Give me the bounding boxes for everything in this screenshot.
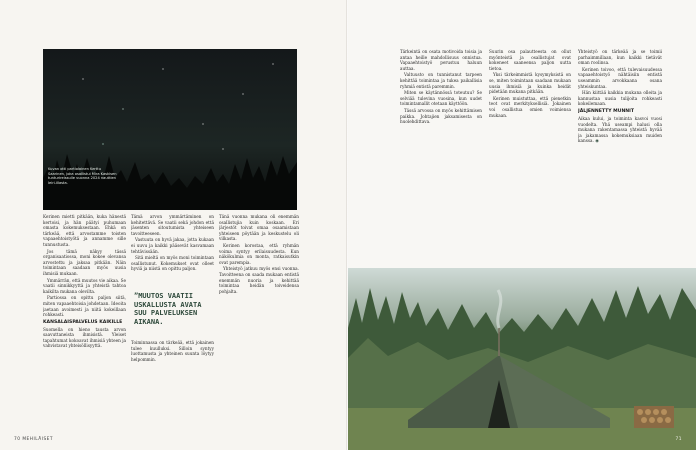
paragraph: Jos tämä näkyy tässä organisaatiossa, moni kokee olevansa arvostettu ja jaksaa pitkään. Näin toimintaan saadaan myös uusia ihmisiä mukaan. [43, 248, 126, 276]
right-page [348, 0, 696, 450]
paragraph: Yksi tärkeimmistä kysymyksistä on se, miten toimintaan saadaan mukaan uusia ihmisiä ja kuinka heidät pidetään mukana pitkään. [489, 72, 571, 95]
paragraph: Valtuusto on tunnistanut tarpeen kehittää toimintaa ja tukea paikallisia ryhmiä entistä paremmin. [400, 72, 482, 89]
paragraph: Kerinen mietti pitkään, kuka hänestä kertoisi, ja hän päätyi puhumaan omasta kokemuksestaan. Ehkä on tärkeää, että arvostamme toisten vapaaehtoistyötä ja annamme sille tunnustusta. [43, 214, 126, 247]
section-subheading: KANSALAISPALVELUS KAIKILLE [43, 319, 123, 325]
paragraph: Suurin osa palautteesta on ollut myönteistä ja osallistujat ovat kokeneet saaneensa paljon uutta tietoa. [489, 49, 571, 71]
left-page [0, 0, 347, 450]
end-mark-icon: ◉ [595, 138, 599, 144]
paragraph: Suomella on hieno tausta arvon saavuttaneista ihmisistä. Yleiset tapahtumat kokoavat ihmisiä yhteen ja vahvistavat yhteisöllisyyttä. [43, 326, 126, 349]
forest-camp-illustration [348, 268, 696, 450]
paragraph: Tässä arvossa on myös kehittämisen paikka. Johtajien jaksamisesta on huolehdittava. [400, 107, 482, 125]
paragraph: Hän kiittää kaikkia mukana olleita ja kannustaa uusia tulijoita rohkeasti kokeilemaan. [578, 90, 662, 107]
article-column-6 [578, 49, 662, 259]
article-column-4 [400, 49, 482, 259]
paragraph-text: Aikaa kului, ja toiminta kasvoi vuosi vuodelta. Yhä useampi halusi olla mukana rakentamassa yhteistä hyvää ja jakamassa kokemuksiaan muiden kanssa. [578, 115, 662, 144]
paragraph: Tärkeintä on osata motivoida toisia ja antaa heille mahdollisuus onnistua. Vapaaehtoistyö perustuu haluun auttaa. [400, 49, 482, 71]
page-number-left: 70 MEHILÄISET [14, 437, 54, 442]
paragraph: Yhteistyö jatkuu myös ensi vuonna. Tavoitteena on saada mukaan entistä enemmän nuoria ja kehittää toimintaa heidän toiveidensa pohjalta. [219, 266, 299, 294]
forest-camp-photo [348, 268, 696, 450]
article-column-5 [489, 49, 571, 259]
paragraph: Tämä arvon ymmärtäminen on kehitettävä. Se vaatii sekä johdon että jäsenten sitoutumista yhteiseen tavoitteeseen. [131, 214, 214, 236]
paragraph: Kerinen korostaa, että ryhmän voima syntyy erilaisuudesta. Kun näkökulmia on monta, ratkaisutkin ovat parempia. [219, 242, 299, 265]
paragraph: Kerinen muistuttaa, että pienetkin teot ovat merkityksellisiä. Jokainen voi osallistua omien voimiensa mukaan. [489, 95, 571, 118]
article-column-3 [219, 214, 299, 437]
paragraph: Tänä vuonna mukana oli enemmän osallistujia kuin koskaan. Eri järjestöt toivat omaa osaamistaan yhteiseen pöytään ja keskustelu oli vilkasta. [219, 214, 299, 242]
article-column-2-lower [131, 340, 214, 437]
article-column-1 [43, 214, 126, 437]
paragraph: Vastuuta on hyvä jakaa, jotta kukaan ei uuvu ja kaikki pääsevät kasvamaan tehtävissään. [131, 237, 214, 254]
article-column-2 [131, 214, 214, 288]
paragraph: Toiminnassa on tärkeää, että jokainen tulee kuulluksi. Silloin syntyy luottamusta ja yhteinen suunta löytyy helpommin. [131, 340, 214, 362]
paragraph [578, 116, 662, 144]
quote-mark-icon: ” [134, 292, 139, 300]
paragraph: Ymmärrän, että muutos vie aikaa. Se vaatii sinnikkyyttä ja yhteistä tahtoa kaikilta mukana olevilta. [43, 277, 126, 294]
paragraph: Sitä mieltä on myös moni toimintaan osallistunut. Kokemukset ovat olleet hyviä ja niistä on opittu paljon. [131, 255, 214, 272]
page-number-right: 71 [675, 437, 682, 442]
pull-quote [134, 292, 214, 326]
paragraph: Partiossa on opittu paljon siitä, miten vapaaehtoisia johdetaan. Ideoita jaetaan avoimesti ja niitä kokeillaan rohkeasti. [43, 295, 126, 318]
night-sky-photo [43, 49, 297, 210]
paragraph: Miten se käytännössä toteutuu? Se selviää tulevina vuosina, kun uudet toimintamallit otetaan käyttöön. [400, 90, 482, 107]
section-subheading: JÄLJENNETTY MUNNIT [578, 108, 634, 114]
photo-caption: Kuvan otti partiolainen Kerttu Saarinen, joka osallistui Mira Kaskisen tunturireissulle vuonna 2024 nauttien leiri-illasta. [48, 167, 117, 185]
pull-quote-text: MUUTOS VAATII USKALLUSTA AVATA SUU PALVELUKSEN AIKANA. [134, 292, 202, 326]
paragraph: Yhteistyö on tärkeää ja se toimii parhaimmillaan, kun kaikki tietävät oman roolinsa. [578, 49, 662, 66]
paragraph: Kerinen toivoo, että tulevaisuudessa vapaaehtoistyö nähtäisiin entistä useammin arvokkaana osana yhteiskuntaa. [578, 66, 662, 89]
